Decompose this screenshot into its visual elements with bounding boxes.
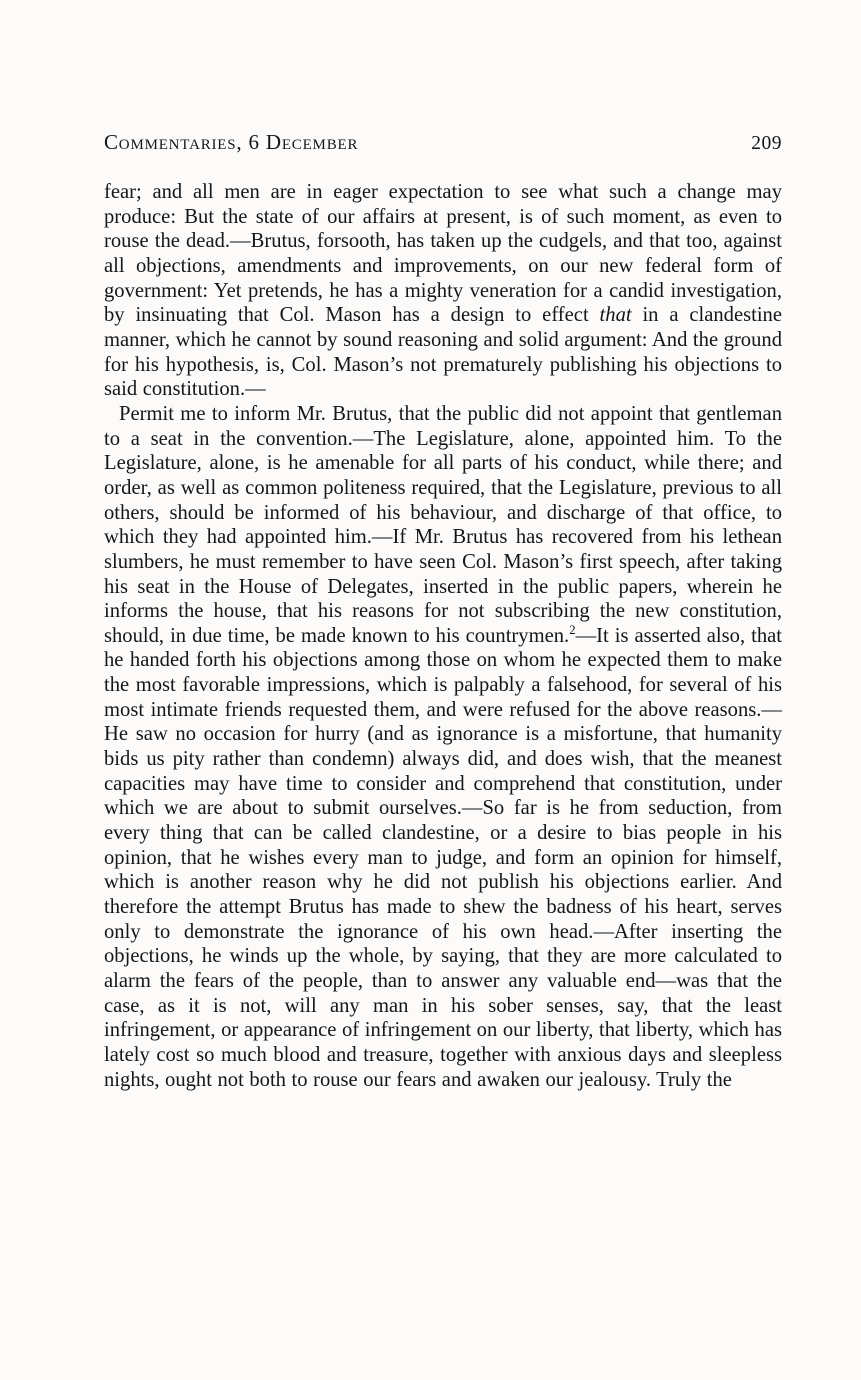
page-number: 209 bbox=[751, 133, 782, 154]
running-title: Commentaries, 6 December bbox=[104, 130, 359, 154]
emphasized-word: that bbox=[599, 304, 632, 327]
paragraph-1-text-before-italic: fear; and all men are in eager expectation to see what such a change may produce: But the state of our affairs at present, is of such moment, as even to rouse the dead.—Brutus, forsooth, has taken up the cudgels, and that too, against all objections, amendments and improvements, on our new federal form of government: Yet pretends, he has a mighty veneration for a candid investigation, by insinuating that Col. Mason has a design to effect bbox=[104, 181, 782, 327]
paragraph-1 bbox=[104, 180, 782, 402]
footnote-reference: 2 bbox=[569, 622, 576, 637]
page-body bbox=[104, 180, 782, 1092]
paragraph-1-text-after-italic: in a clandestine manner, which he cannot by sound reasoning and solid argument: And the ground for his hypothesis, is, Col. Mason’s not prematurely publishing his objections to said constitution.— bbox=[104, 304, 782, 401]
page-header bbox=[104, 132, 782, 154]
paragraph-2-text-after-footnote: —It is asserted also, that he handed forth his objections among those on whom he expected them to make the most favorable impressions, which is palpably a falsehood, for several of his most intimate friends requested them, and were refused for the above reasons.—He saw no occasion for hurry (and as ignorance is a misfortune, that humanity bids us pity rather than condemn) always did, and does wish, that the meanest capacities may have time to consider and comprehend that constitution, under which we are about to submit ourselves.—So far is he from seduction, from every thing that can be called clandestine, or a desire to bias people in his opinion, that he wishes every man to judge, and form an opinion for himself, which is another reason why he did not publish his objections earlier. And therefore the attempt Brutus has made to shew the badness of his heart, serves only to demonstrate the ignorance of his own head.—After inserting the objections, he winds up the whole, by saying, that they are more calculated to alarm the fears of the people, than to answer any valuable end—was that the case, as it is not, will any man in his sober senses, say, that the least infringement, or appearance of infringement on our liberty, that liberty, which has lately cost so much blood and treasure, together with anxious days and sleepless nights, ought not both to rouse our fears and awaken our jealousy. Truly the bbox=[104, 624, 782, 1091]
paragraph-2-text-before-footnote: Permit me to inform Mr. Brutus, that the public did not appoint that gentleman to a seat in the convention.—The Legislature, alone, appointed him. To the Legislature, alone, is he amenable for all parts of his conduct, while there; and order, as well as common politeness required, that the Legislature, previous to all others, should be informed of his behaviour, and discharge of that office, to which they had appointed him.—If Mr. Brutus has recovered from his lethean slumbers, he must remember to have seen Col. Mason’s first speech, after taking his seat in the House of Delegates, inserted in the public papers, wherein he informs the house, that his reasons for not subscribing the new constitution, should, in due time, be made known to his countrymen. bbox=[104, 402, 782, 647]
paragraph-2 bbox=[104, 402, 782, 1092]
